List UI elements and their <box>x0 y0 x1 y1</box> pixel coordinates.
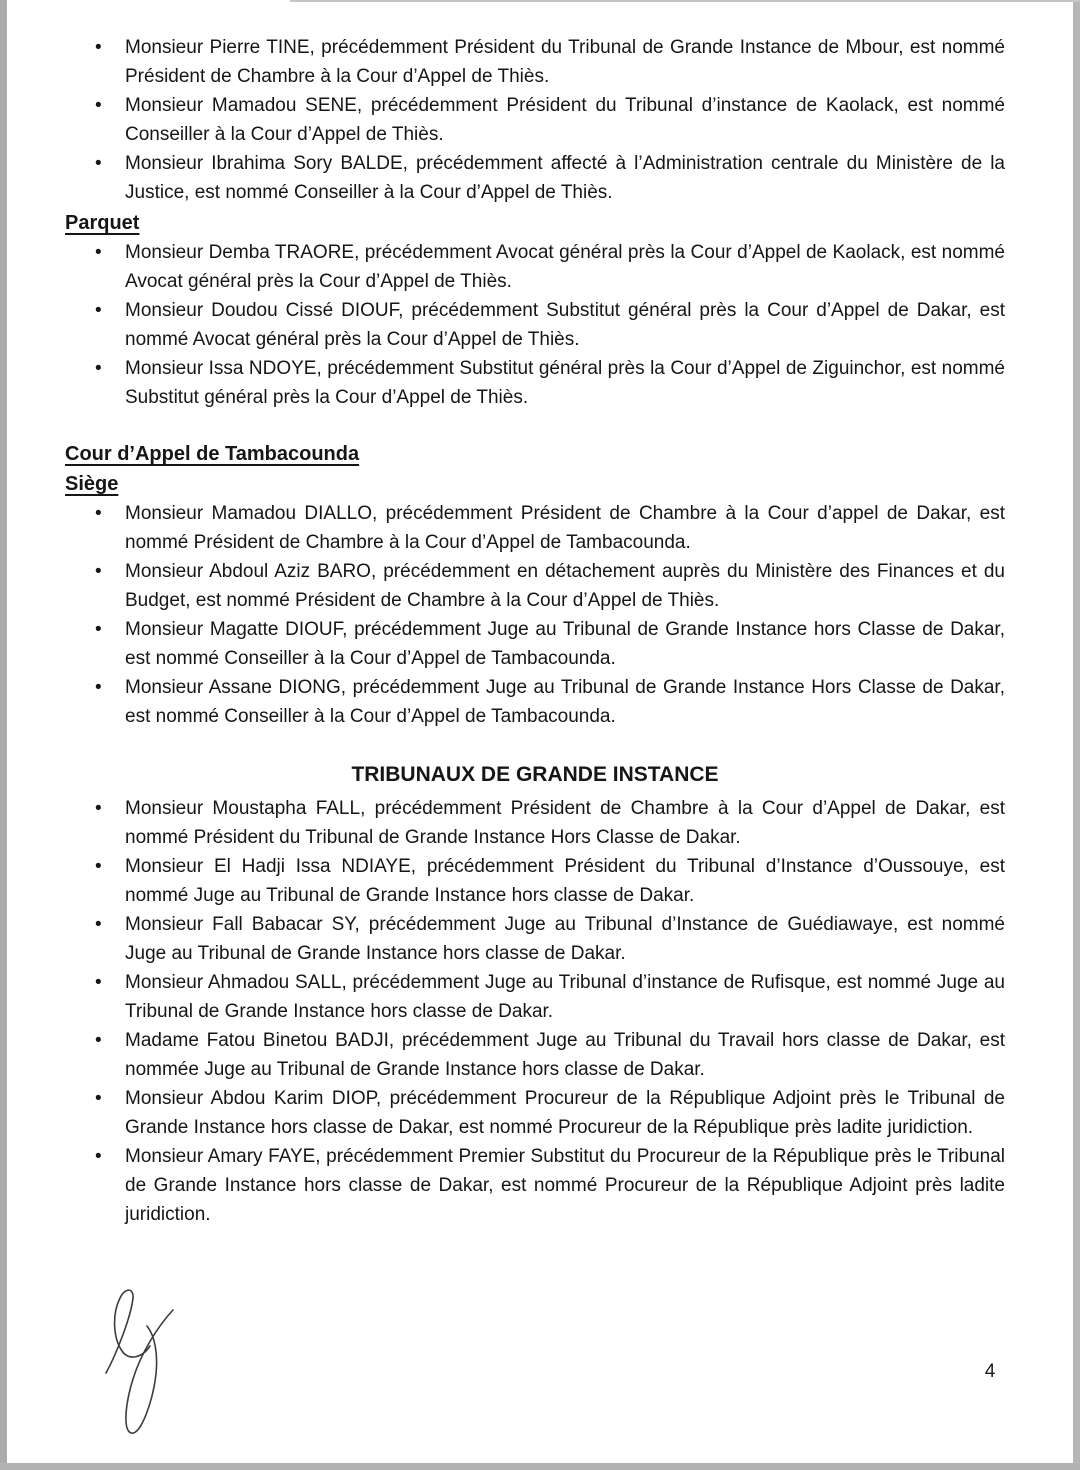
appointment-item: • Monsieur Abdoul Aziz BARO, précédemment en détachement auprès du Ministère des Finances et du Budget, est nommé Président de Chambre à la Cour d’Appel de Thiès. <box>65 557 1005 615</box>
appointments-list-tgi <box>65 794 1005 1229</box>
page-number: 4 <box>984 1361 996 1382</box>
appointments-list-tambacounda <box>65 499 1005 731</box>
appointment-item: • Monsieur Assane DIONG, précédemment Juge au Tribunal de Grande Instance Hors Classe de Dakar, est nommé Conseiller à la Cour d’Appel de Tambacounda. <box>65 673 1005 731</box>
appointment-item: • Monsieur Ahmadou SALL, précédemment Juge au Tribunal d’instance de Rufisque, est nommé Juge au Tribunal de Grande Instance hors classe de Dakar. <box>65 968 1005 1026</box>
appointment-item: • Monsieur Fall Babacar SY, précédemment Juge au Tribunal d’Instance de Guédiawaye, est nommé Juge au Tribunal de Grande Instance hors classe de Dakar. <box>65 910 1005 968</box>
handwritten-signature <box>100 1283 182 1439</box>
appointment-item: • Madame Fatou Binetou BADJI, précédemment Juge au Tribunal du Travail hors classe de Dakar, est nommée Juge au Tribunal de Grande Instance hors classe de Dakar. <box>65 1026 1005 1084</box>
appointments-list-siege-thies <box>65 33 1005 207</box>
scan-border-top <box>290 0 1080 2</box>
appointment-item: • Monsieur Moustapha FALL, précédemment Président de Chambre à la Cour d’Appel de Dakar, est nommé Président du Tribunal de Grande Instance Hors Classe de Dakar. <box>65 794 1005 852</box>
appointment-item: • Monsieur Amary FAYE, précédemment Premier Substitut du Procureur de la République près le Tribunal de Grande Instance hors classe de Dakar, est nommé Procureur de la République Adjoint près ladite juridiction. <box>65 1142 1005 1229</box>
appointment-item: • Monsieur Demba TRAORE, précédemment Avocat général près la Cour d’Appel de Kaolack, est nommé Avocat général près la Cour d’Appel de Thiès. <box>65 238 1005 296</box>
appointment-item: • Monsieur Issa NDOYE, précédemment Substitut général près la Cour d’Appel de Ziguinchor, est nommé Substitut général près la Cour d’Appel de Thiès. <box>65 354 1005 412</box>
appointment-item: • Monsieur Mamadou DIALLO, précédemment Président de Chambre à la Cour d’appel de Dakar, est nommé Président de Chambre à la Cour d’Appel de Tambacounda. <box>65 499 1005 557</box>
appointment-item: • Monsieur Abdou Karim DIOP, précédemment Procureur de la République Adjoint près le Tribunal de Grande Instance hors classe de Dakar, est nommé Procureur de la République près ladite juridiction. <box>65 1084 1005 1142</box>
appointment-item: • Monsieur Mamadou SENE, précédemment Président du Tribunal d’instance de Kaolack, est nommé Conseiller à la Cour d’Appel de Thiès. <box>65 91 1005 149</box>
scan-border-right <box>1073 0 1080 1470</box>
scan-border-left <box>0 0 7 1470</box>
appointment-item: • Monsieur Ibrahima Sory BALDE, précédemment affecté à l’Administration centrale du Ministère de la Justice, est nommé Conseiller à la Cour d’Appel de Thiès. <box>65 149 1005 207</box>
appointment-item: • Monsieur Doudou Cissé DIOUF, précédemment Substitut général près la Cour d’Appel de Dakar, est nommé Avocat général près la Cour d’Appel de Thiès. <box>65 296 1005 354</box>
document-page <box>65 33 1005 1229</box>
section-subheading-siege: Siège <box>65 473 119 495</box>
appointment-item: • Monsieur Pierre TINE, précédemment Président du Tribunal de Grande Instance de Mbour, est nommé Président de Chambre à la Cour d’Appel de Thiès. <box>65 33 1005 91</box>
appointments-list-parquet <box>65 238 1005 412</box>
section-heading-tribunaux-grande-instance: TRIBUNAUX DE GRANDE INSTANCE <box>351 763 719 786</box>
scan-border-bottom <box>0 1463 1080 1470</box>
appointment-item: • Monsieur El Hadji Issa NDIAYE, précédemment Président du Tribunal d’Instance d’Oussouye, est nommé Juge au Tribunal de Grande Instance hors classe de Dakar. <box>65 852 1005 910</box>
appointment-item: • Monsieur Magatte DIOUF, précédemment Juge au Tribunal de Grande Instance hors Classe de Dakar, est nommé Conseiller à la Cour d’Appel de Tambacounda. <box>65 615 1005 673</box>
section-heading-cour-tambacounda: Cour d’Appel de Tambacounda <box>65 443 360 465</box>
section-heading-parquet: Parquet <box>65 212 140 234</box>
